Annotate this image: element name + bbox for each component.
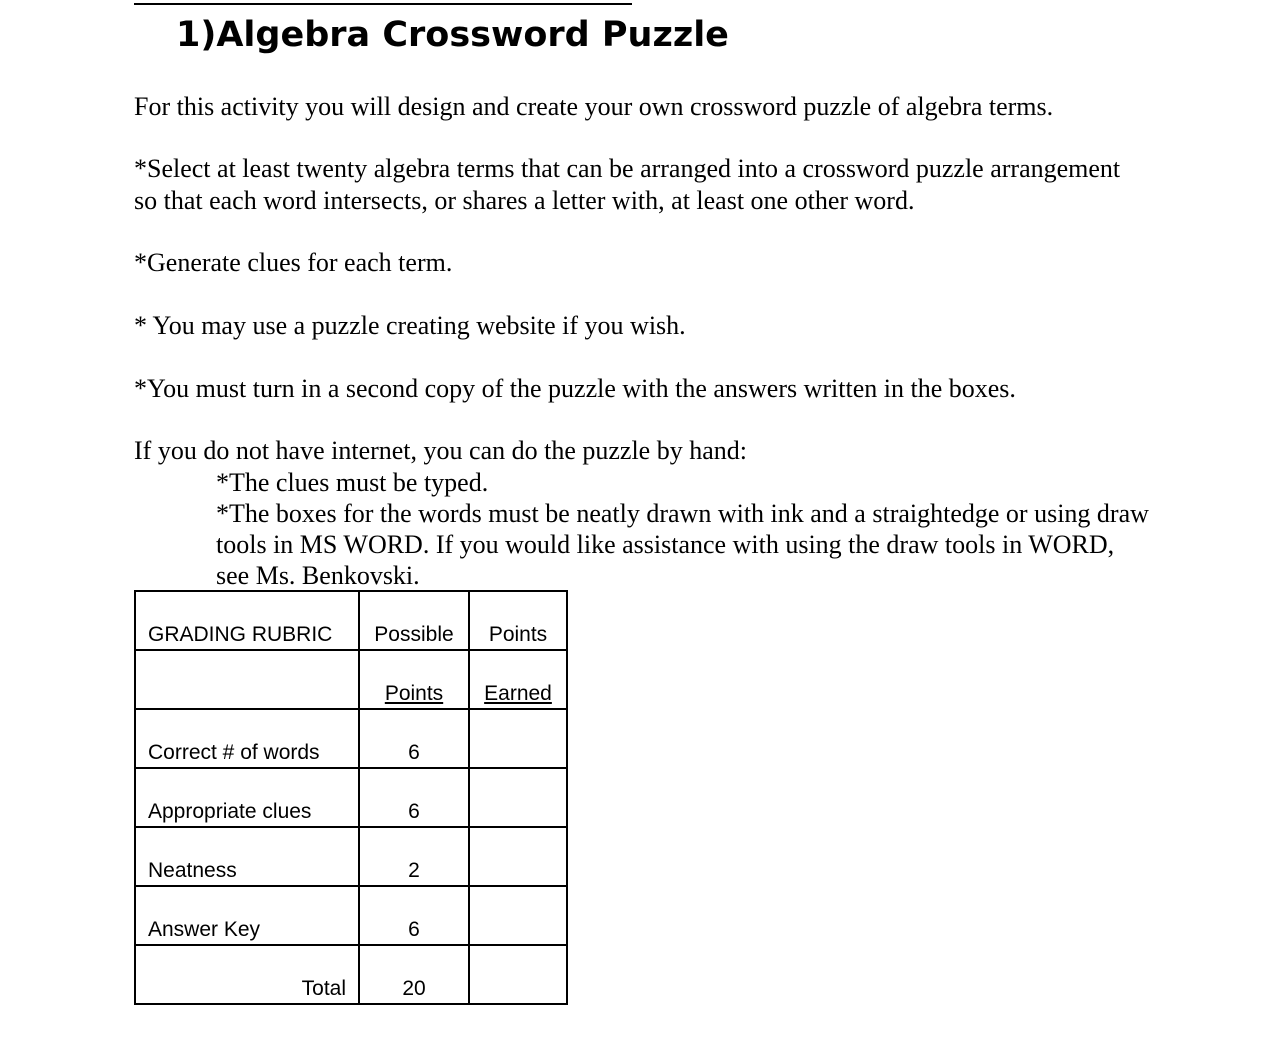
grading-rubric-table — [134, 590, 568, 1005]
rubric-criterion: Appropriate clues — [135, 768, 359, 827]
rubric-subheader-cell-points — [359, 650, 469, 709]
rubric-criterion: Neatness — [135, 827, 359, 886]
rubric-earned-points — [469, 768, 567, 827]
rubric-header-title: GRADING RUBRIC — [135, 591, 359, 650]
rubric-earned-points — [469, 886, 567, 945]
rubric-row-correct-words — [135, 709, 567, 768]
rubric-criterion: Correct # of words — [135, 709, 359, 768]
boxes-drawn-line-2: tools in MS WORD. If you would like assistance with using the draw tools in WORD, — [216, 530, 1115, 559]
boxes-drawn-line-3: see Ms. Benkovski. — [216, 561, 420, 590]
rubric-earned-points — [469, 709, 567, 768]
website-paragraph: * You may use a puzzle creating website if you wish. — [134, 311, 686, 340]
rubric-header-row — [135, 591, 567, 650]
generate-clues-paragraph: *Generate clues for each term. — [134, 248, 453, 277]
clues-typed-item: *The clues must be typed. — [216, 468, 489, 497]
top-rule-divider — [134, 3, 632, 5]
no-internet-paragraph: If you do not have internet, you can do the puzzle by hand: — [134, 436, 747, 465]
rubric-header-possible: Possible — [359, 591, 469, 650]
rubric-header-points: Points — [469, 591, 567, 650]
rubric-possible-points: 6 — [359, 768, 469, 827]
rubric-subheader-earned: Earned — [484, 682, 552, 705]
rubric-subheader-points: Points — [384, 682, 444, 705]
second-copy-paragraph: *You must turn in a second copy of the puzzle with the answers written in the boxes. — [134, 374, 1016, 403]
boxes-drawn-line-1: *The boxes for the words must be neatly drawn with ink and a straightedge or using draw — [216, 499, 1149, 528]
rubric-total-label: Total — [135, 945, 359, 1004]
rubric-possible-points: 6 — [359, 886, 469, 945]
select-terms-line-1: *Select at least twenty algebra terms that can be arranged into a crossword puzzle arrangement — [134, 154, 1121, 183]
rubric-total-earned — [469, 945, 567, 1004]
rubric-criterion: Answer Key — [135, 886, 359, 945]
rubric-possible-points: 6 — [359, 709, 469, 768]
select-terms-line-2: so that each word intersects, or shares a letter with, at least one other word. — [134, 186, 915, 215]
rubric-row-total — [135, 945, 567, 1004]
rubric-subheader-row — [135, 650, 567, 709]
rubric-row-neatness — [135, 827, 567, 886]
page-title: 1)Algebra Crossword Puzzle — [176, 15, 729, 55]
rubric-subheader-cell-earned — [469, 650, 567, 709]
rubric-subheader-empty — [135, 650, 359, 709]
rubric-possible-points: 2 — [359, 827, 469, 886]
rubric-total-possible: 20 — [359, 945, 469, 1004]
rubric-row-appropriate-clues — [135, 768, 567, 827]
intro-paragraph: For this activity you will design and create your own crossword puzzle of algebra terms. — [134, 92, 1054, 121]
rubric-row-answer-key — [135, 886, 567, 945]
rubric-earned-points — [469, 827, 567, 886]
